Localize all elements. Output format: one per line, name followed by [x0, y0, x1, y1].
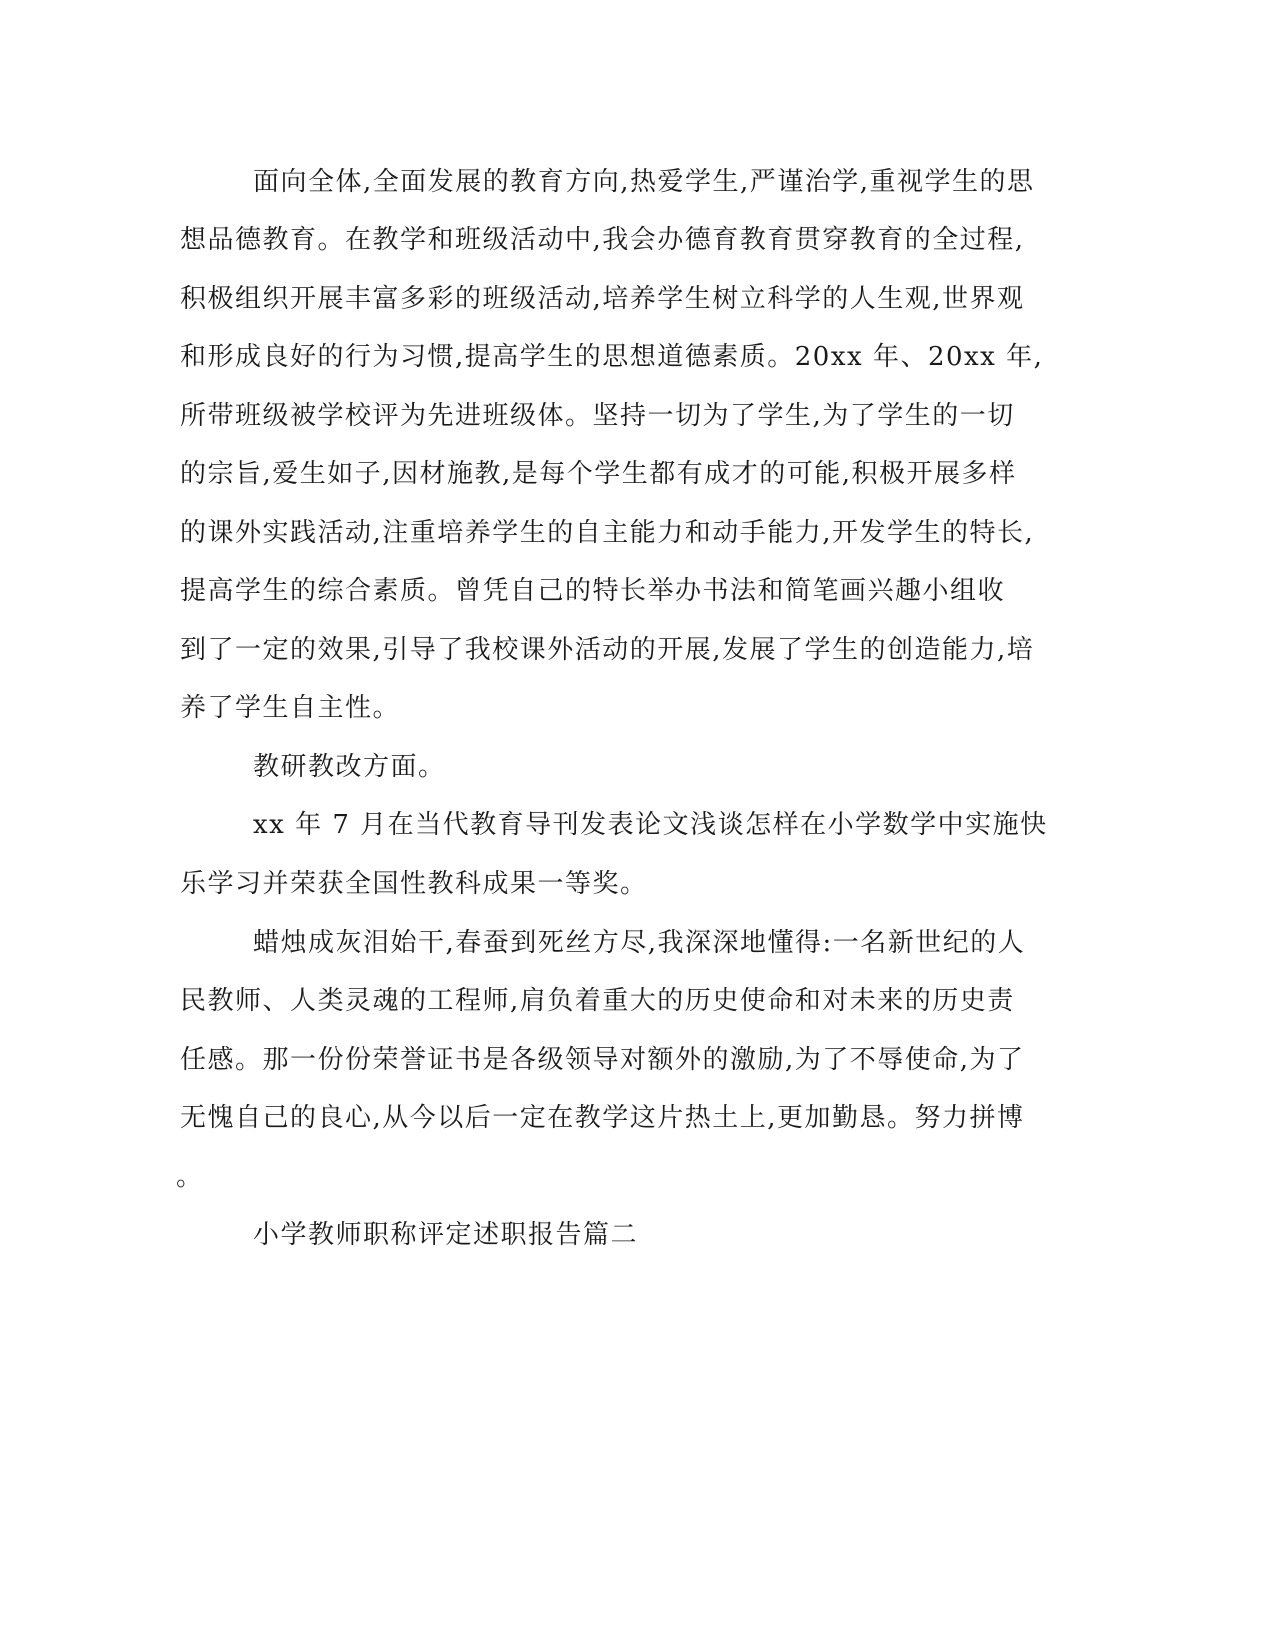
text-line: 的课外实践活动,注重培养学生的自主能力和动手能力,开发学生的特长, [180, 518, 1035, 548]
text-line: 提高学生的综合素质。曾凭自己的特长举办书法和简笔画兴趣小组收 [180, 576, 1006, 606]
section-title: 小学教师职称评定述职报告篇二 [253, 1220, 639, 1250]
text-line: 。 [176, 1162, 204, 1192]
text-line: 民教师、人类灵魂的工程师,肩负着重大的历史使命和对未来的历史责 [180, 986, 1015, 1016]
text-line: 到了一定的效果,引导了我校课外活动的开展,发展了学生的创造能力,培 [180, 635, 1035, 665]
text-line: 蜡烛成灰泪始干,春蚕到死丝方尽,我深深地懂得:一名新世纪的人 [253, 928, 1026, 958]
section-heading: 教研教改方面。 [253, 752, 446, 782]
text-line: xx 年 7 月在当代教育导刊发表论文浅谈怎样在小学数学中实施快 [253, 810, 1048, 840]
text-line: 面向全体,全面发展的教育方向,热爱学生,严谨治学,重视学生的思 [253, 167, 1035, 197]
text-line: 乐学习并荣获全国性教科成果一等奖。 [180, 869, 648, 899]
text-line: 无愧自己的良心,从今以后一定在教学这片热土上,更加勤恳。努力拼博 [180, 1103, 1025, 1133]
text-line: 任感。那一份份荣誉证书是各级领导对额外的激励,为了不辱使命,为了 [180, 1045, 1025, 1075]
text-line: 所带班级被学校评为先进班级体。坚持一切为了学生,为了学生的一切 [180, 401, 1015, 431]
text-line: 积极组织开展丰富多彩的班级活动,培养学生树立科学的人生观,世界观 [180, 284, 1025, 314]
text-line: 想品德教育。在教学和班级活动中,我会办德育教育贯穿教育的全过程, [180, 225, 1025, 255]
text-line: 和形成良好的行为习惯,提高学生的思想道德素质。20xx 年、20xx 年, [180, 342, 1044, 372]
text-line: 养了学生自主性。 [180, 693, 401, 723]
text-line: 的宗旨,爱生如子,因材施教,是每个学生都有成才的可能,积极开展多样 [180, 459, 1017, 489]
